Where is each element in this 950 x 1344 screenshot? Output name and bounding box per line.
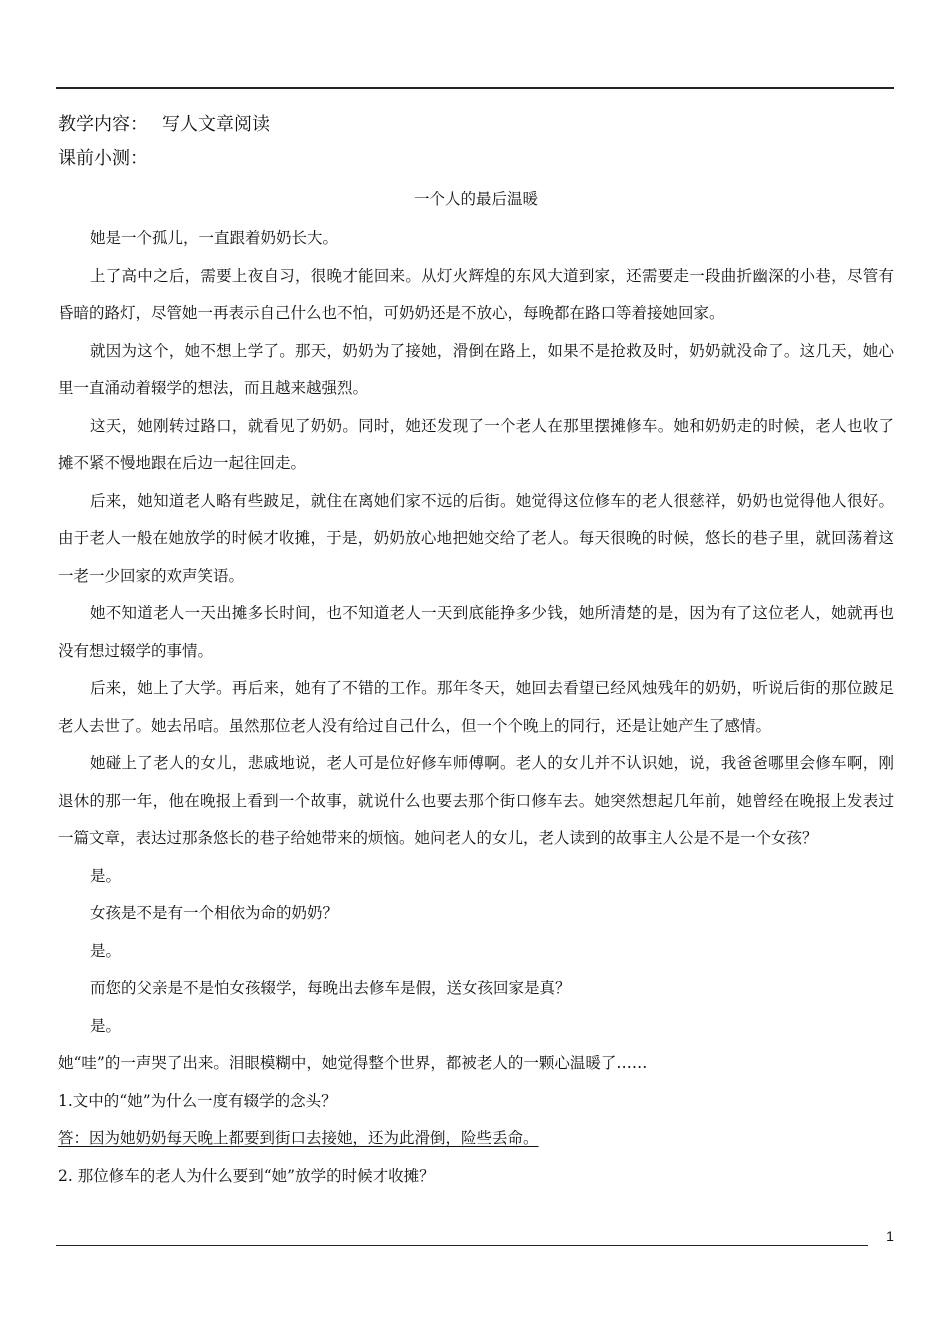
teaching-content-line [58, 108, 894, 142]
pre-class-quiz-label: 课前小测： [58, 148, 148, 169]
article-paragraph: 这天，她刚转过路口，就看见了奶奶。同时，她还发现了一个老人在那里摆摊修车。她和奶奶走的时候，老人也收了摊不紧不慢地跟在后边一起往回走。 [58, 416, 894, 472]
article-paragraph: 后来，她上了大学。再后来，她有了不错的工作。那年冬天，她回去看望已经风烛残年的奶奶，听说后街的那位跛足老人去世了。她去吊唁。虽然那位老人没有给过自己什么，但一个个晚上的同行，还是让她产生了感情。 [58, 679, 894, 735]
page-number: 1 [886, 1228, 894, 1244]
article-paragraph: 她不知道老人一天出摊多长时间，也不知道老人一天到底能挣多少钱，她所清楚的是，因为有了这位老人，她就再也没有想过辍学的事情。 [58, 604, 894, 660]
article-paragraph: 她是一个孤儿，一直跟着奶奶长大。 [90, 229, 339, 247]
article-paragraph: 就因为这个，她不想上学了。那天，奶奶为了接她，滑倒在路上，如果不是抢救及时，奶奶就没命了。这几天，她心里一直涌动着辍学的想法，而且越来越强烈。 [58, 341, 894, 397]
article-closing: 她“哇”的一声哭了出来。泪眼模糊中，她觉得整个世界，都被老人的一颗心温暖了…… [58, 1054, 648, 1072]
dialogue-line: 是。 [90, 866, 122, 885]
document-body [58, 108, 894, 1195]
header-rule [56, 87, 894, 89]
teaching-content-value: 写人文章阅读 [162, 114, 270, 135]
article-paragraph: 她碰上了老人的女儿，悲戚地说，老人可是位好修车师傅啊。老人的女儿并不认识她，说，我爸爸哪里会修车啊，刚退休的那一年，他在晚报上看到一个故事，就说什么也要去那个街口修车去。她突然想起几年前，她曾经在晚报上发表过一篇文章，表达过那条悠长的巷子给她带来的烦恼。她问老人的女儿，老人读到的故事主人公是不是一个女孩？ [58, 754, 894, 847]
footer-rule [56, 1245, 868, 1246]
question-2: 2. 那位修车的老人为什么要到“她”放学的时候才收摊？ [58, 1166, 435, 1185]
article-paragraph: 上了高中之后，需要上夜自习，很晚才能回来。从灯火辉煌的东风大道到家，还需要走一段曲折幽深的小巷，尽管有昏暗的路灯，尽管她一再表示自己什么也不怕，可奶奶还是不放心，每晚都在路口等着接她回家。 [58, 266, 894, 322]
answer-1 [58, 1120, 894, 1158]
question-1: 1.文中的“她”为什么一度有辍学的念头？ [58, 1091, 337, 1110]
article-title: 一个人的最后温暖 [413, 190, 538, 208]
teaching-content-label: 教学内容： [58, 114, 148, 135]
dialogue-line: 女孩是不是有一个相依为命的奶奶？ [90, 904, 339, 922]
dialogue-line: 是。 [90, 1016, 122, 1035]
dialogue-line: 是。 [90, 941, 122, 960]
dialogue-line: 而您的父亲是不是怕女孩辍学，每晚出去修车是假，送女孩回家是真？ [90, 979, 571, 997]
article-paragraph: 后来，她知道老人略有些跛足，就住在离她们家不远的后街。她觉得这位修车的老人很慈祥，奶奶也觉得他人很好。由于老人一般在她放学的时候才收摊，于是，奶奶放心地把她交给了老人。每天很晚的时候，悠长的巷子里，就回荡着这一老一少回家的欢声笑语。 [58, 491, 894, 585]
answer-1-text: 答：因为她奶奶每天晚上都要到街口去接她，还为此滑倒，险些丢命。 [58, 1129, 539, 1147]
